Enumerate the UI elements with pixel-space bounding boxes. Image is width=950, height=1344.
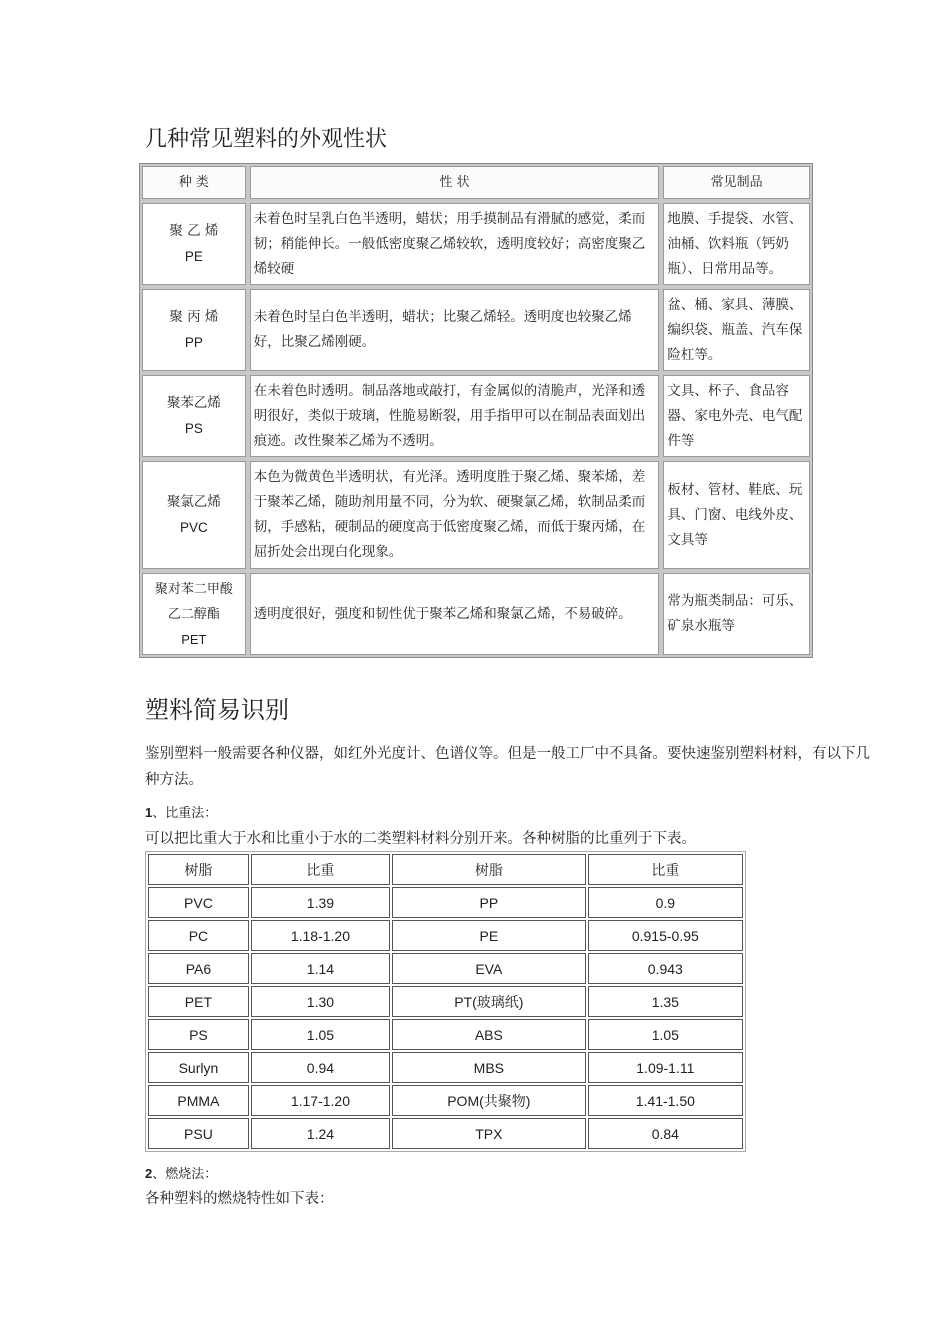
method1-number: 1 xyxy=(145,805,153,820)
gravity-cell: 1.41-1.50 xyxy=(588,1085,743,1116)
resin-cell: ABS xyxy=(392,1019,586,1050)
density-header-gravity: 比重 xyxy=(251,854,390,885)
kind-name: 聚对苯二甲酸乙二醇酯 xyxy=(154,581,233,622)
products-cell: 地膜、手提袋、水管、油桶、饮料瓶（钙奶瓶）、日常用品等。 xyxy=(661,201,812,287)
products-cell: 盆、桶、家具、薄膜、编织袋、瓶盖、汽车保险杠等。 xyxy=(661,287,812,373)
resin-cell: PE xyxy=(392,920,586,951)
gravity-cell: 0.94 xyxy=(251,1052,390,1083)
products-cell: 文具、杯子、食品容器、家电外壳、电气配件等 xyxy=(661,373,812,459)
kind-name: 聚苯乙烯 xyxy=(166,395,221,411)
gravity-cell: 1.14 xyxy=(251,953,390,984)
resin-cell: PA6 xyxy=(148,953,249,984)
table-row xyxy=(148,887,743,918)
property-cell: 在未着色时透明。制品落地或敲打，有金属似的清脆声，光泽和透明很好，类似于玻璃，性脆易断裂，用手指甲可以在制品表面划出痕迹。改性聚苯乙烯为不透明。 xyxy=(248,373,662,459)
resin-cell: PSU xyxy=(148,1118,249,1149)
gravity-cell: 1.09-1.11 xyxy=(588,1052,743,1083)
resin-cell: POM(共聚物) xyxy=(392,1085,586,1116)
kind-cell xyxy=(140,571,248,657)
gravity-cell: 1.35 xyxy=(588,986,743,1017)
property-cell: 本色为微黄色半透明状，有光泽。透明度胜于聚乙烯、聚苯烯，差于聚苯乙烯，随助剂用量不同，分为软、硬聚氯乙烯，软制品柔而韧，手感粘，硬制品的硬度高于低密度聚乙烯，而低于聚丙烯，在屈折处会出现白化现象。 xyxy=(248,459,662,571)
table-row xyxy=(148,1118,743,1149)
header-property: 性 状 xyxy=(248,164,662,201)
kind-cell xyxy=(140,287,248,373)
property-cell: 未着色时呈白色半透明，蜡状；比聚乙烯轻。透明度也较聚乙烯好，比聚乙烯刚硬。 xyxy=(248,287,662,373)
resin-cell: PET xyxy=(148,986,249,1017)
resin-cell: PP xyxy=(392,887,586,918)
gravity-cell: 0.915-0.95 xyxy=(588,920,743,951)
gravity-cell: 1.18-1.20 xyxy=(251,920,390,951)
table-row xyxy=(140,373,812,459)
kind-name: 聚氯乙烯 xyxy=(166,494,221,510)
density-header-gravity: 比重 xyxy=(588,854,743,885)
resin-cell: PS xyxy=(148,1019,249,1050)
gravity-cell: 0.9 xyxy=(588,887,743,918)
appearance-table xyxy=(139,163,813,658)
resin-cell: EVA xyxy=(392,953,586,984)
method1-label: 、比重法： xyxy=(152,806,218,821)
gravity-cell: 1.05 xyxy=(251,1019,390,1050)
table-row xyxy=(148,1052,743,1083)
gravity-cell: 1.17-1.20 xyxy=(251,1085,390,1116)
kind-code: PE xyxy=(184,249,203,264)
density-header-resin: 树脂 xyxy=(148,854,249,885)
kind-name: 聚 乙 烯 xyxy=(169,223,219,239)
kind-name: 聚 丙 烯 xyxy=(169,309,219,325)
density-header-row xyxy=(148,854,743,885)
resin-cell: TPX xyxy=(392,1118,586,1149)
gravity-cell: 0.943 xyxy=(588,953,743,984)
density-header-resin: 树脂 xyxy=(392,854,586,885)
gravity-cell: 1.39 xyxy=(251,887,390,918)
table-row xyxy=(140,571,812,657)
table-row xyxy=(148,953,743,984)
table-row xyxy=(148,1085,743,1116)
kind-code: PP xyxy=(184,335,203,350)
table-row xyxy=(148,986,743,1017)
kind-code: PVC xyxy=(179,520,208,535)
method2-heading xyxy=(145,1163,217,1182)
gravity-cell: 1.24 xyxy=(251,1118,390,1149)
table-row xyxy=(140,201,812,287)
resin-cell: PC xyxy=(148,920,249,951)
section-title-appearance: 几种常见塑料的外观性状 xyxy=(145,127,388,152)
property-cell: 透明度很好，强度和韧性优于聚苯乙烯和聚氯乙烯，不易破碎。 xyxy=(248,571,662,657)
resin-cell: PVC xyxy=(148,887,249,918)
gravity-cell: 1.05 xyxy=(588,1019,743,1050)
method1-heading xyxy=(145,802,217,821)
kind-code: PS xyxy=(184,421,203,436)
gravity-cell: 1.30 xyxy=(251,986,390,1017)
method1-text: 可以把比重大于水和比重小于水的二类塑料材料分别开来。各种树脂的比重列于下表。 xyxy=(145,831,696,847)
section-title-identification: 塑料简易识别 xyxy=(145,696,289,724)
method2-text: 各种塑料的燃烧特性如下表： xyxy=(145,1191,334,1207)
table-header-row xyxy=(140,164,812,201)
resin-cell: MBS xyxy=(392,1052,586,1083)
header-products: 常见制品 xyxy=(661,164,812,201)
resin-cell: Surlyn xyxy=(148,1052,249,1083)
kind-cell xyxy=(140,459,248,571)
table-row xyxy=(140,287,812,373)
kind-code: PET xyxy=(181,631,207,647)
table-row xyxy=(148,1019,743,1050)
kind-cell xyxy=(140,373,248,459)
intro-paragraph: 鉴别塑料一般需要各种仪器，如红外光度计、色谱仪等。但是一般工厂中不具备。要快速鉴别塑料材料，有以下几种方法。 xyxy=(145,746,870,788)
density-table xyxy=(145,851,746,1152)
resin-cell: PT(玻璃纸) xyxy=(392,986,586,1017)
method2-label: 、燃烧法： xyxy=(152,1167,218,1182)
table-row xyxy=(140,459,812,571)
resin-cell: PMMA xyxy=(148,1085,249,1116)
kind-cell xyxy=(140,201,248,287)
products-cell: 板材、管材、鞋底、玩具、门窗、电线外皮、文具等 xyxy=(661,459,812,571)
property-cell: 未着色时呈乳白色半透明，蜡状；用手摸制品有滑腻的感觉，柔而韧；稍能伸长。一般低密度聚乙烯较软，透明度较好；高密度聚乙烯较硬 xyxy=(248,201,662,287)
method2-number: 2 xyxy=(145,1166,153,1181)
products-cell: 常为瓶类制品：可乐、矿泉水瓶等 xyxy=(661,571,812,657)
table-row xyxy=(148,920,743,951)
gravity-cell: 0.84 xyxy=(588,1118,743,1149)
header-kind: 种 类 xyxy=(140,164,248,201)
